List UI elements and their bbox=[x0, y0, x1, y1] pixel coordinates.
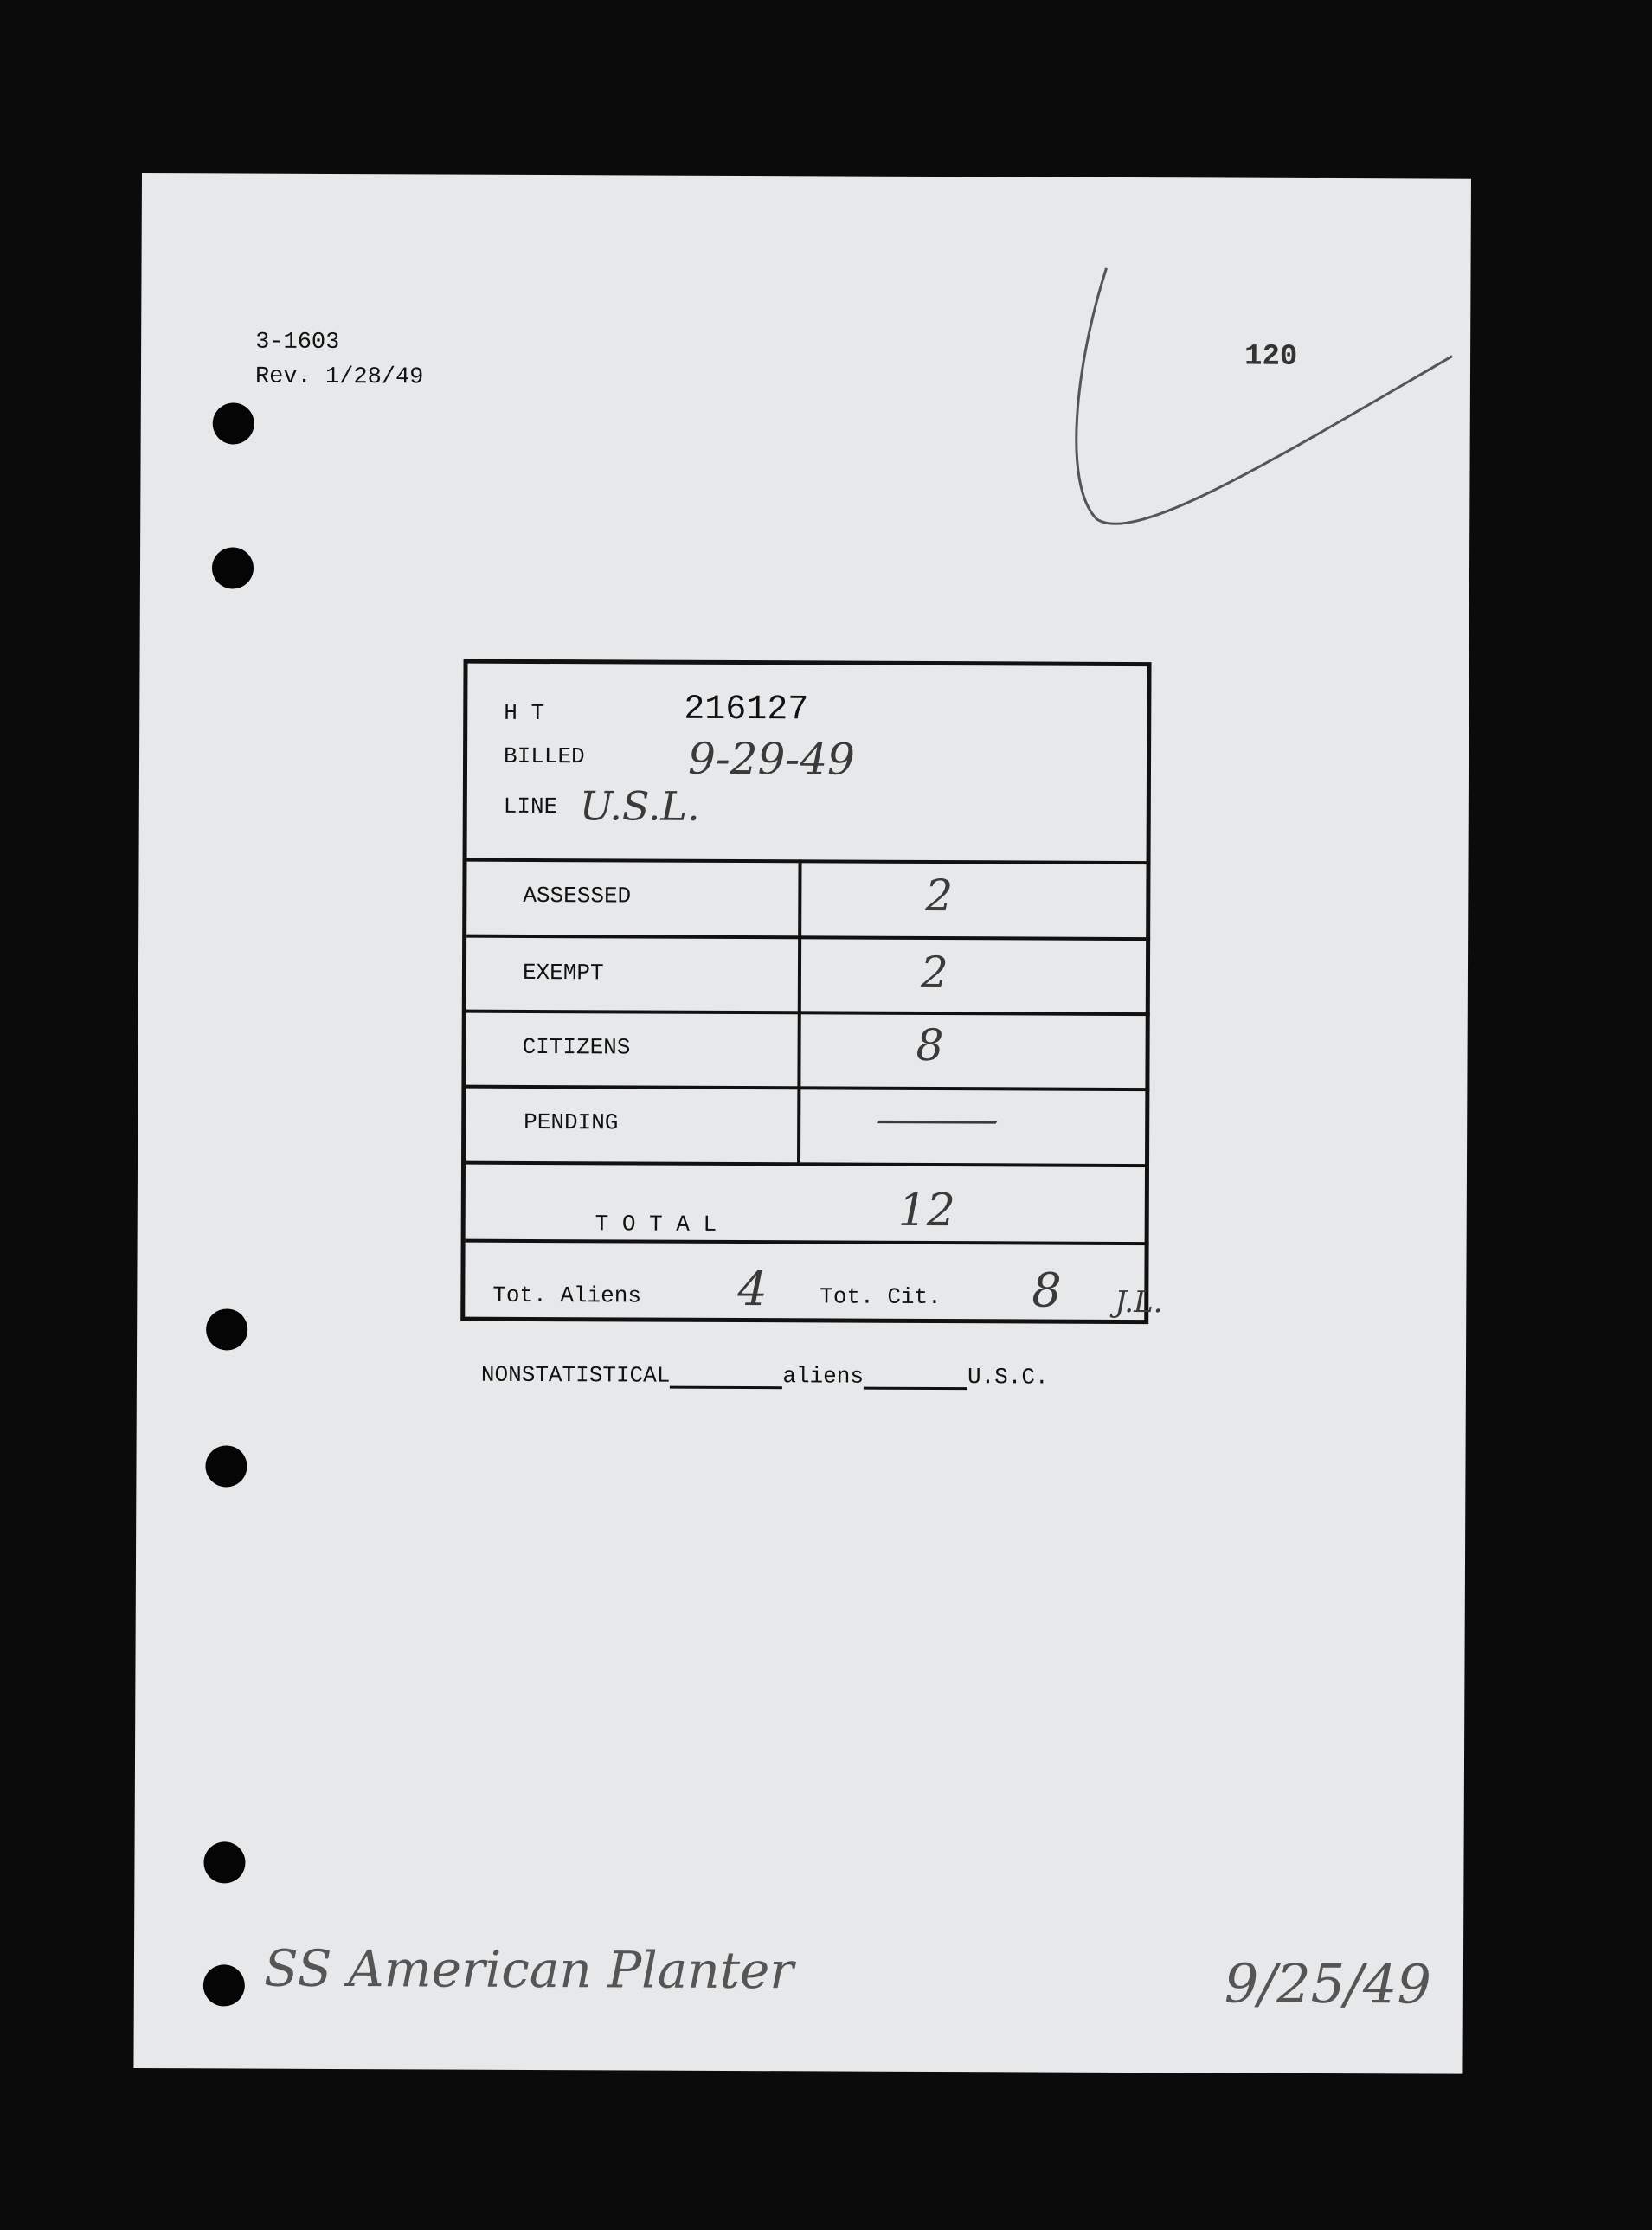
billed-date: 9-29-49 bbox=[687, 733, 856, 785]
annotation-date: 9/25/49 bbox=[1224, 1951, 1432, 2016]
punch-hole bbox=[203, 1841, 245, 1883]
assessed-value: 2 bbox=[925, 870, 954, 922]
form-revision: Rev. 1/28/49 bbox=[254, 363, 424, 391]
nonstatistical-label: NONSTATISTICAL bbox=[480, 1361, 671, 1389]
page-number: 120 bbox=[1244, 340, 1298, 374]
aliens-label: aliens bbox=[782, 1363, 865, 1390]
billed-label: BILLED bbox=[503, 742, 585, 770]
punch-hole bbox=[206, 1308, 247, 1350]
punch-hole bbox=[212, 547, 254, 588]
ht-label: H T bbox=[504, 699, 545, 727]
exempt-label: EXEMPT bbox=[522, 959, 604, 986]
total-value: 12 bbox=[897, 1184, 956, 1237]
pending-label: PENDING bbox=[524, 1109, 619, 1136]
usc-label: U.S.C. bbox=[967, 1364, 1049, 1391]
form-number: 3-1603 bbox=[255, 329, 340, 356]
assessed-label: ASSESSED bbox=[523, 882, 632, 909]
citizens-label: CITIZENS bbox=[522, 1033, 631, 1061]
nonstatistical-blank bbox=[670, 1386, 782, 1390]
check-mark-icon bbox=[1057, 260, 1456, 556]
tally-form bbox=[460, 659, 1151, 1324]
punch-hole bbox=[203, 1964, 245, 2006]
initials: J.L. bbox=[1115, 1284, 1163, 1321]
aliens-blank bbox=[864, 1387, 967, 1391]
citizens-value: 8 bbox=[916, 1019, 944, 1071]
tot-cit-value: 8 bbox=[1032, 1263, 1062, 1318]
tot-aliens-value: 4 bbox=[737, 1262, 768, 1317]
line-value: U.S.L. bbox=[579, 782, 700, 830]
punch-hole bbox=[213, 402, 254, 444]
ship-name: SS American Planter bbox=[263, 1938, 794, 2001]
nonstatistical-line bbox=[481, 1362, 1049, 1391]
punch-hole bbox=[205, 1445, 247, 1487]
total-label: T O T A L bbox=[595, 1211, 717, 1237]
tot-cit-label: Tot. Cit. bbox=[820, 1283, 942, 1311]
exempt-value: 2 bbox=[920, 947, 948, 999]
tot-aliens-label: Tot. Aliens bbox=[492, 1282, 642, 1309]
line-label: LINE bbox=[503, 793, 558, 820]
pending-value: — bbox=[872, 1093, 1008, 1145]
ht-number: 216127 bbox=[684, 690, 809, 730]
document-page bbox=[133, 173, 1471, 2074]
